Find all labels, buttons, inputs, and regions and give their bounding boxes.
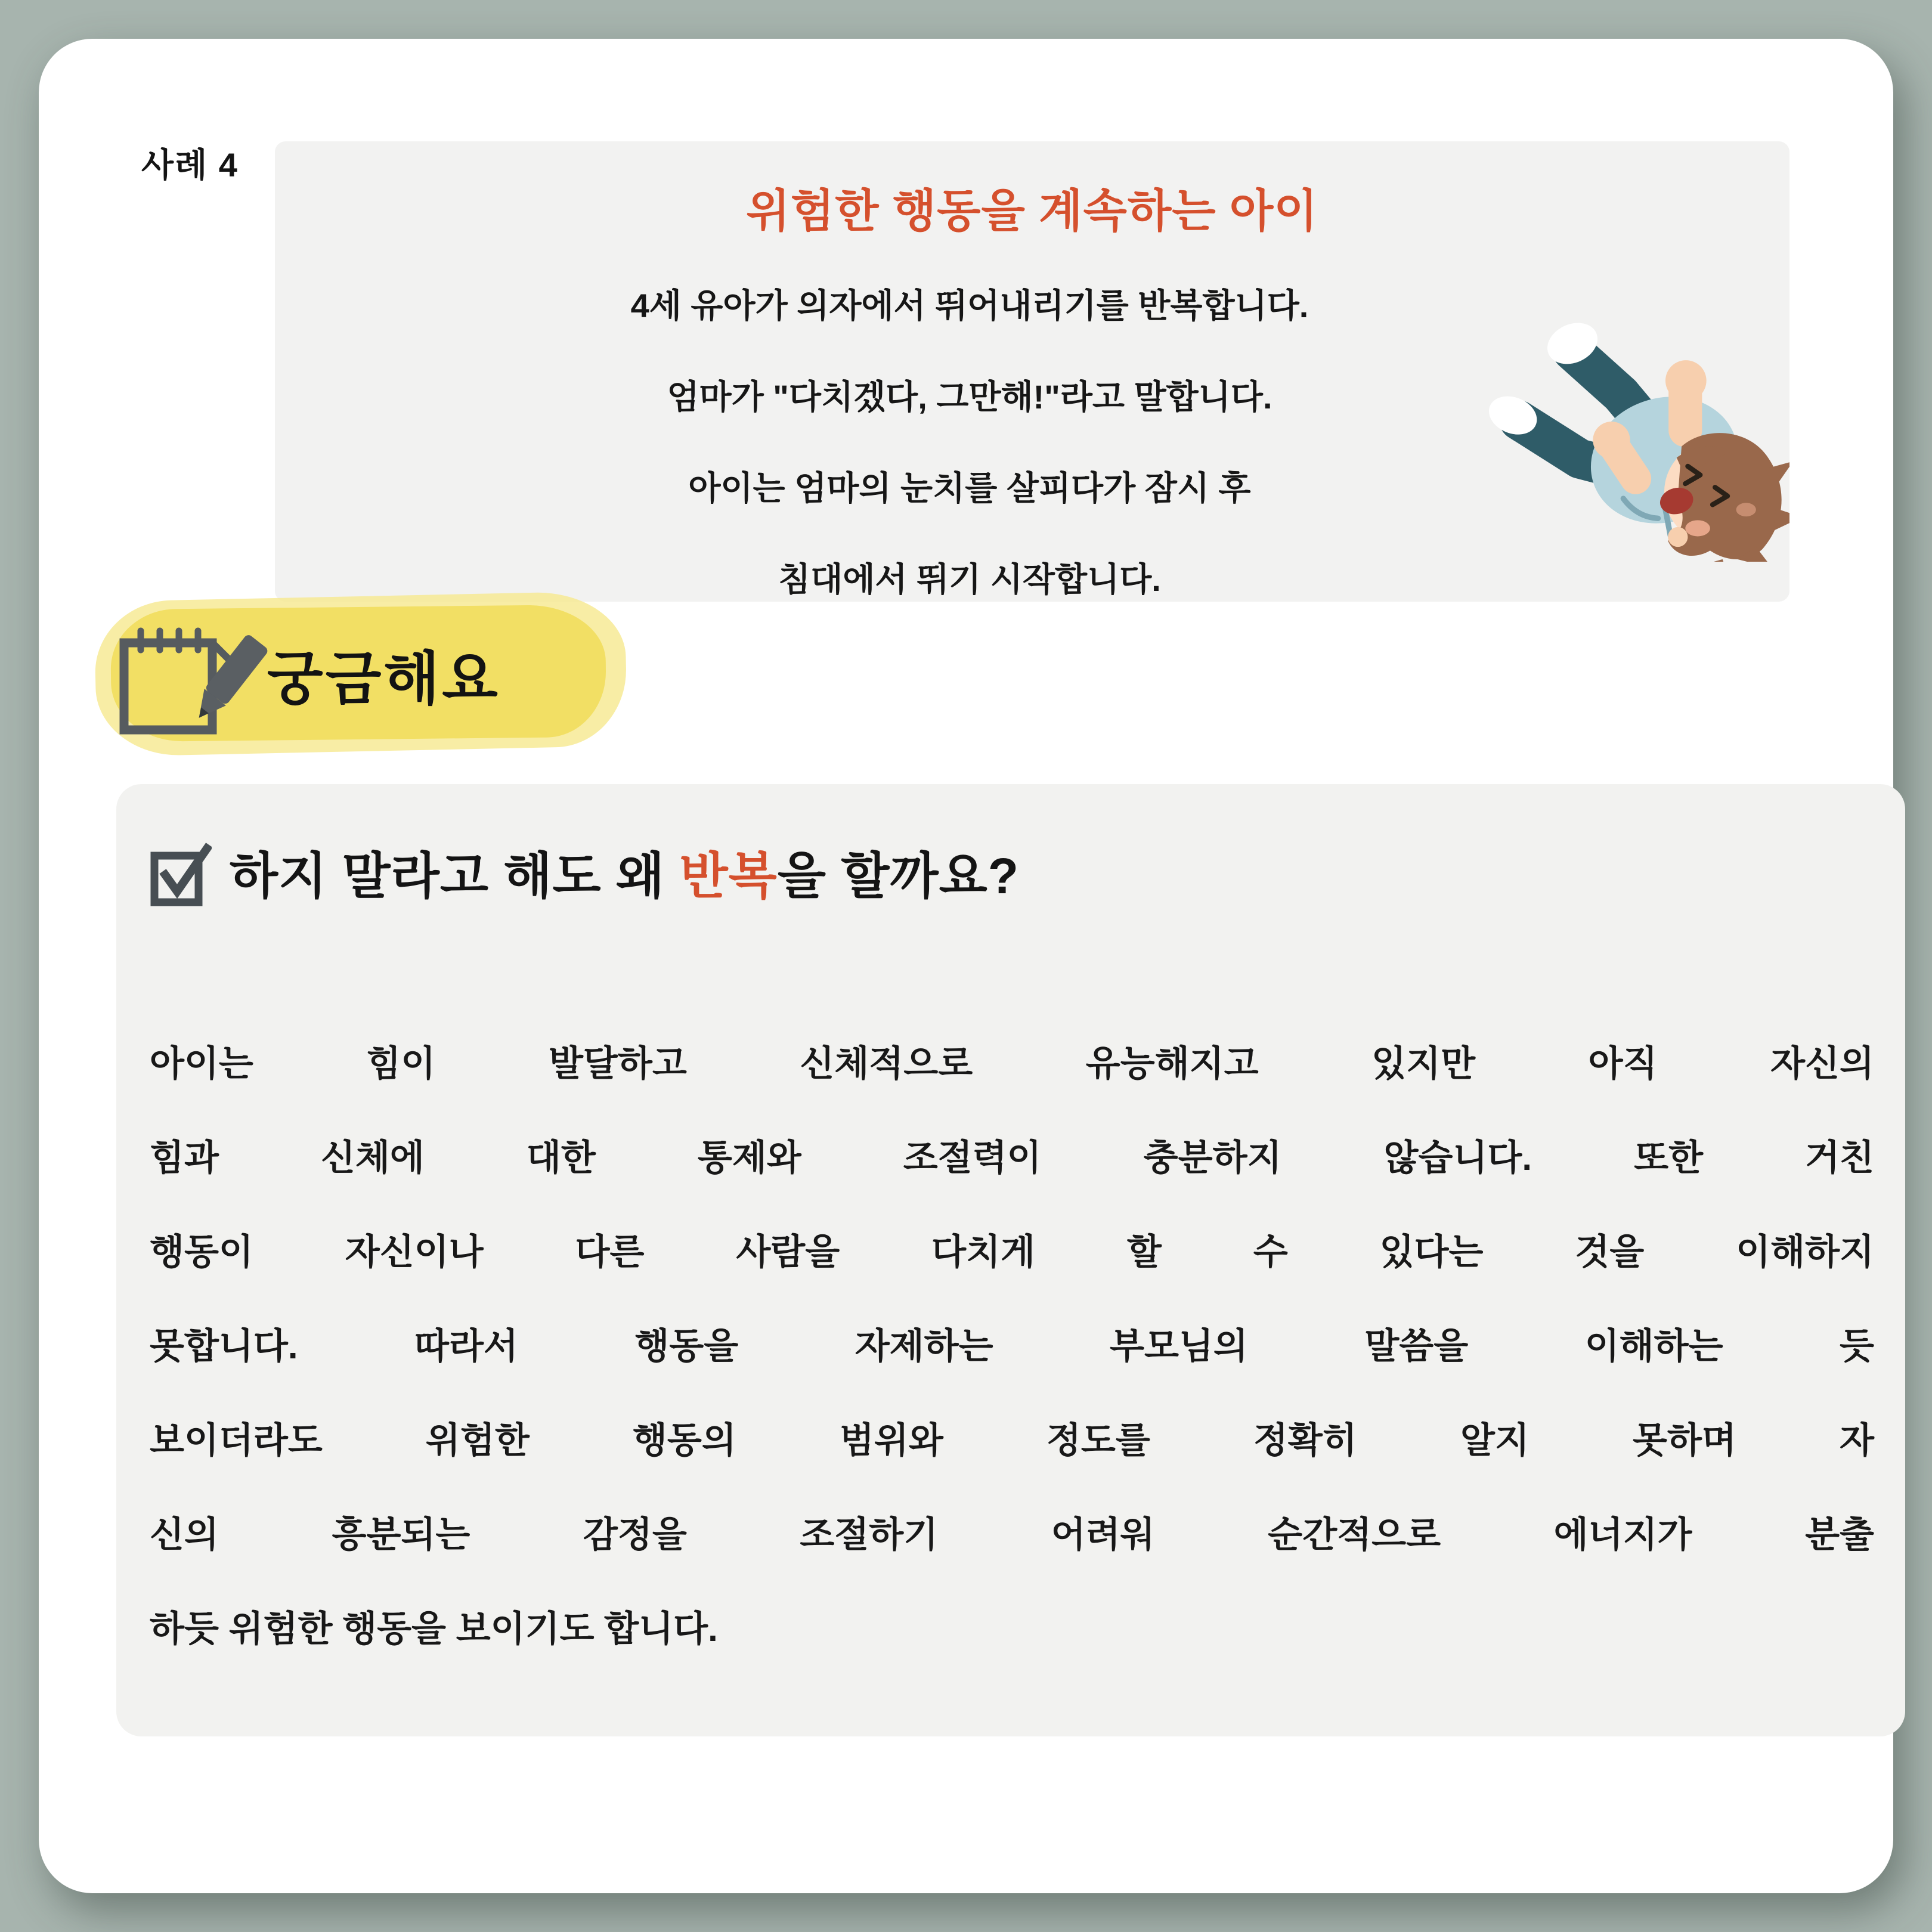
case-title: 위험한 행동을 계속하는 아이: [746, 186, 1318, 237]
qa-panel: [116, 784, 1905, 1736]
case-number-label: 사례 4: [141, 146, 239, 184]
content-card: [39, 39, 1893, 1893]
qa-answer: [150, 1017, 1874, 1676]
case-line: 4세 유아가 의자에서 뛰어내리기를 반복합니다.: [630, 287, 1309, 324]
qa-question-suffix: 을 할까요?: [777, 847, 1020, 904]
section-badge-label: 궁금해요: [267, 646, 500, 711]
section-badge: [95, 596, 626, 751]
qa-answer-line: 신의 흥분되는 감정을 조절하기 어려워 순간적으로 에너지가 분출: [150, 1515, 1874, 1555]
case-line: 엄마가 "다치겠다, 그만해!"라고 말합니다.: [667, 378, 1272, 416]
qa-answer-line: 아이는 힘이 발달하고 신체적으로 유능해지고 있지만 아직 자신의: [150, 1044, 1874, 1083]
qa-question-highlight: 반복: [679, 847, 778, 904]
qa-answer-line: 보이더라도 위험한 행동의 범위와 정도를 정확히 알지 못하며 자: [150, 1420, 1874, 1460]
qa-answer-line: 하듯 위험한 행동을 보이기도 합니다.: [150, 1609, 718, 1649]
checkbox-icon: [150, 835, 212, 908]
qa-answer-line: 못합니다. 따라서 행동을 자제하는 부모님의 말씀을 이해하는 듯: [150, 1326, 1874, 1366]
qa-question-prefix: 하지 말라고 해도 왜: [230, 847, 680, 904]
qa-answer-line: 힘과 신체에 대한 통제와 조절력이 충분하지 않습니다. 또한 거친: [150, 1138, 1874, 1178]
qa-question: [230, 836, 1019, 908]
falling-child-illustration: [1479, 311, 1789, 562]
case-line: 침대에서 뛰기 시작합니다.: [778, 561, 1161, 598]
qa-question-row: [150, 835, 1019, 908]
case-panel: [275, 141, 1789, 602]
case-line: 아이는 엄마의 눈치를 살피다가 잠시 후: [688, 469, 1251, 507]
qa-answer-line: 행동이 자신이나 다른 사람을 다치게 할 수 있다는 것을 이해하지: [150, 1232, 1874, 1272]
